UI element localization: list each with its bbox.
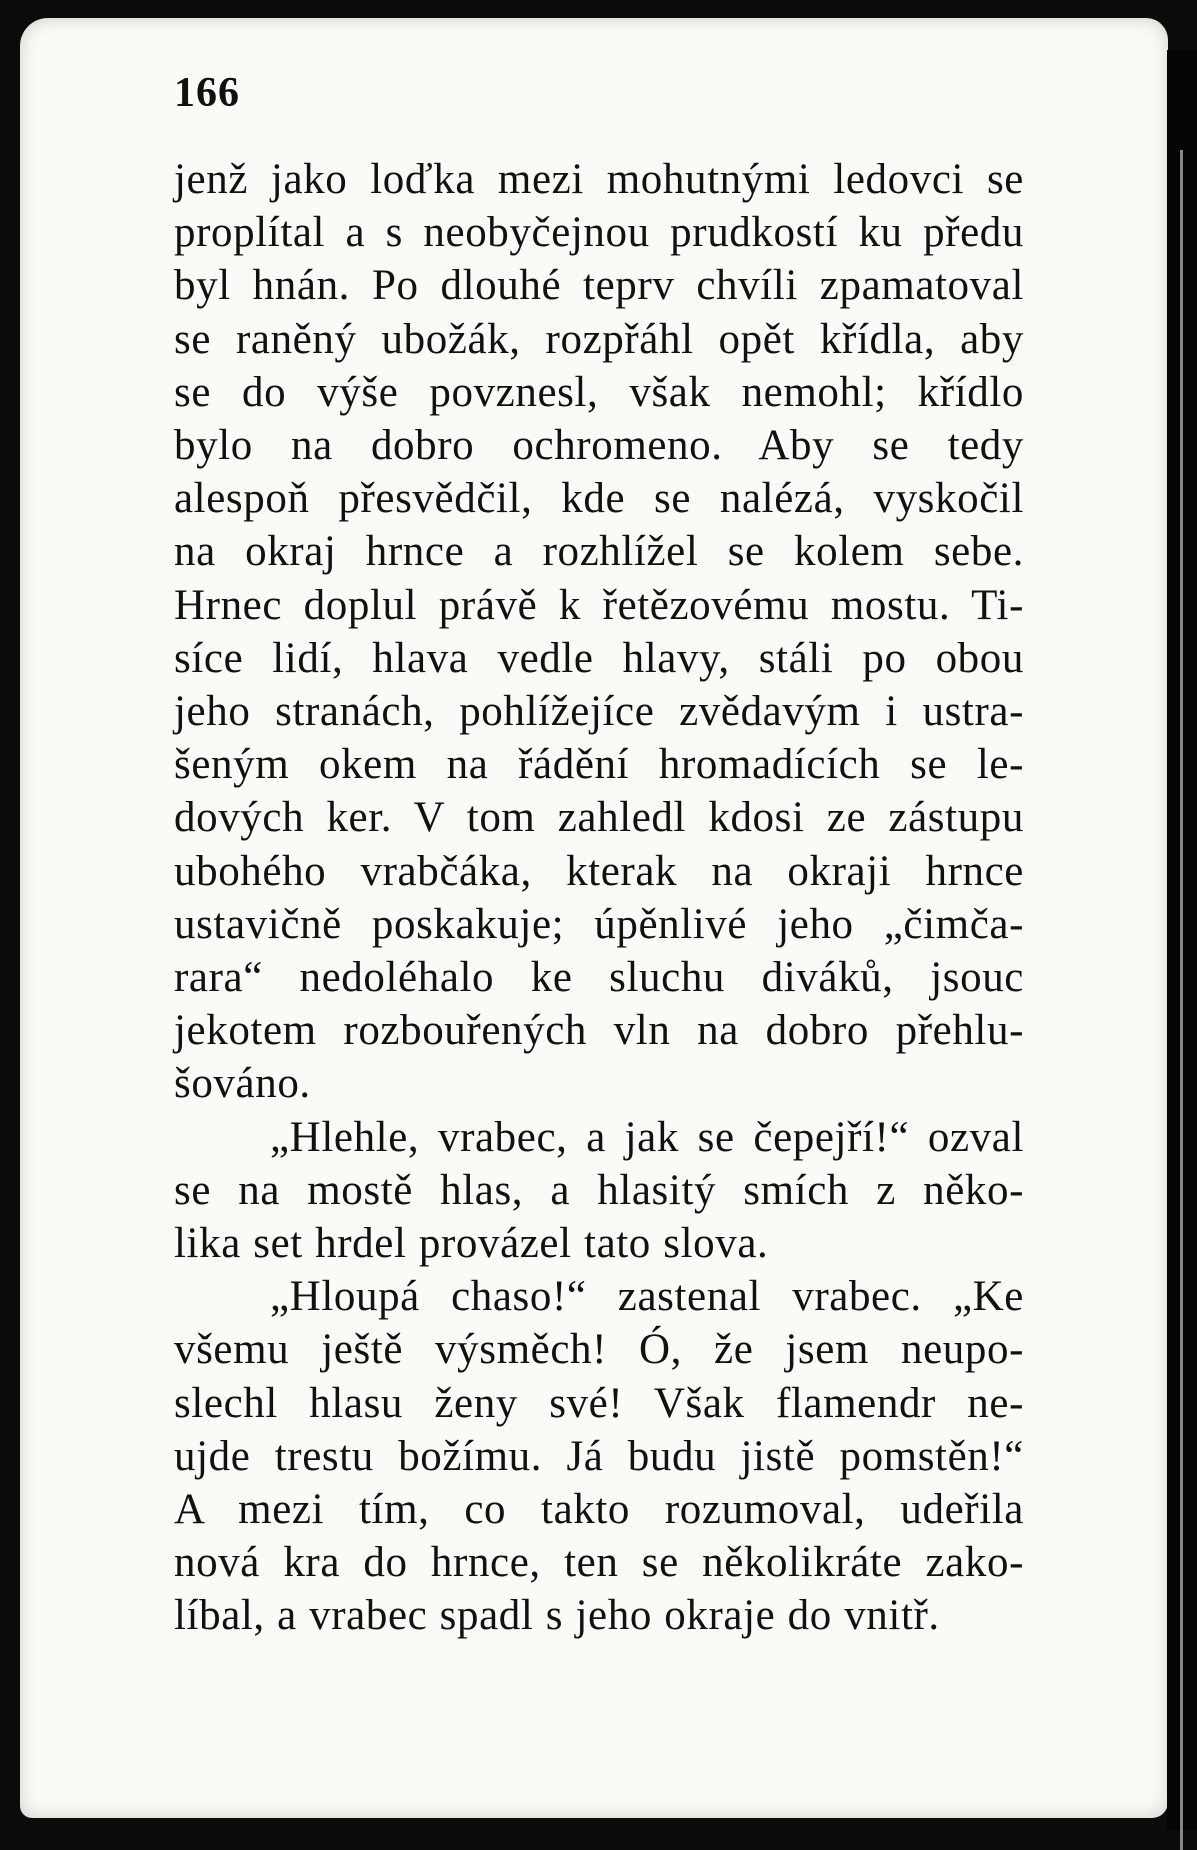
text-line: líbal, a vrabec spadl s jeho okraje do vnitř. <box>174 1592 940 1640</box>
text-line: jenž jako loďka mezi mohutnými ledovci se <box>174 156 1024 203</box>
text-line: síce lidí, hlava vedle hlavy, stáli po obou <box>174 634 1024 682</box>
text-line: se do výše povznesl, však nemohl; křídlo <box>174 368 1024 416</box>
text-line: dových ker. V tom zahledl kdosi ze zástupu <box>174 794 1024 842</box>
text-line: jeho stranách, pohlížejíce zvědavým i ustra- <box>174 688 1024 736</box>
text-line: ujde trestu božímu. Já budu jistě pomstěn!“ <box>174 1432 1024 1480</box>
text-line: šeným okem na řádění hromadících se le- <box>174 741 1024 789</box>
text-line: alespoň přesvědčil, kde se nalézá, vyskočil <box>174 475 1024 523</box>
text-line: „Hlehle, vrabec, a jak se čepejří!“ ozval <box>270 1113 1024 1161</box>
text-line: všemu ještě výsměch! Ó, že jsem neupo- <box>174 1326 1024 1374</box>
text-line: proplítal a s neobyčejnou prudkostí ku předu <box>174 209 1024 257</box>
text-line: nová kra do hrnce, ten se několikráte zako- <box>174 1539 1024 1587</box>
text-line: „Hloupá chaso!“ zastenal vrabec. „Ke <box>270 1273 1024 1321</box>
text-line: na okraj hrnce a rozhlížel se kolem sebe. <box>174 528 1024 576</box>
text-line: A mezi tím, co takto rozumoval, udeřila <box>174 1486 1024 1534</box>
text-line: ubohého vrabčáka, kterak na okraji hrnce <box>174 847 1024 895</box>
book-edge-shadow <box>1167 50 1197 1830</box>
text-line: se na mostě hlas, a hlasitý smích z něko- <box>174 1166 1024 1214</box>
text-line: byl hnán. Po dlouhé teprv chvíli zpamatoval <box>174 262 1024 310</box>
page-number: 166 <box>174 70 240 116</box>
text-line: se raněný ubožák, rozpřáhl opět křídla, aby <box>174 315 1024 363</box>
book-edge-line <box>1180 150 1183 1850</box>
text-line: bylo na dobro ochromeno. Aby se tedy <box>174 422 1024 470</box>
text-line: lika set hrdel provázel tato slova. <box>174 1220 769 1268</box>
text-line: šováno. <box>174 1060 311 1108</box>
text-line: ustavičně poskakuje; úpěnlivé jeho „čimča- <box>174 900 1024 948</box>
text-line: Hrnec doplul právě k řetězovému mostu. Ti- <box>174 581 1024 629</box>
text-line: jekotem rozbouřených vln na dobro přehlu- <box>174 1007 1024 1055</box>
text-line: slechl hlasu ženy své! Však flamendr ne- <box>174 1379 1024 1427</box>
body-text <box>174 153 1024 1643</box>
text-line: rara“ nedoléhalo ke sluchu diváků, jsouc <box>174 954 1024 1002</box>
